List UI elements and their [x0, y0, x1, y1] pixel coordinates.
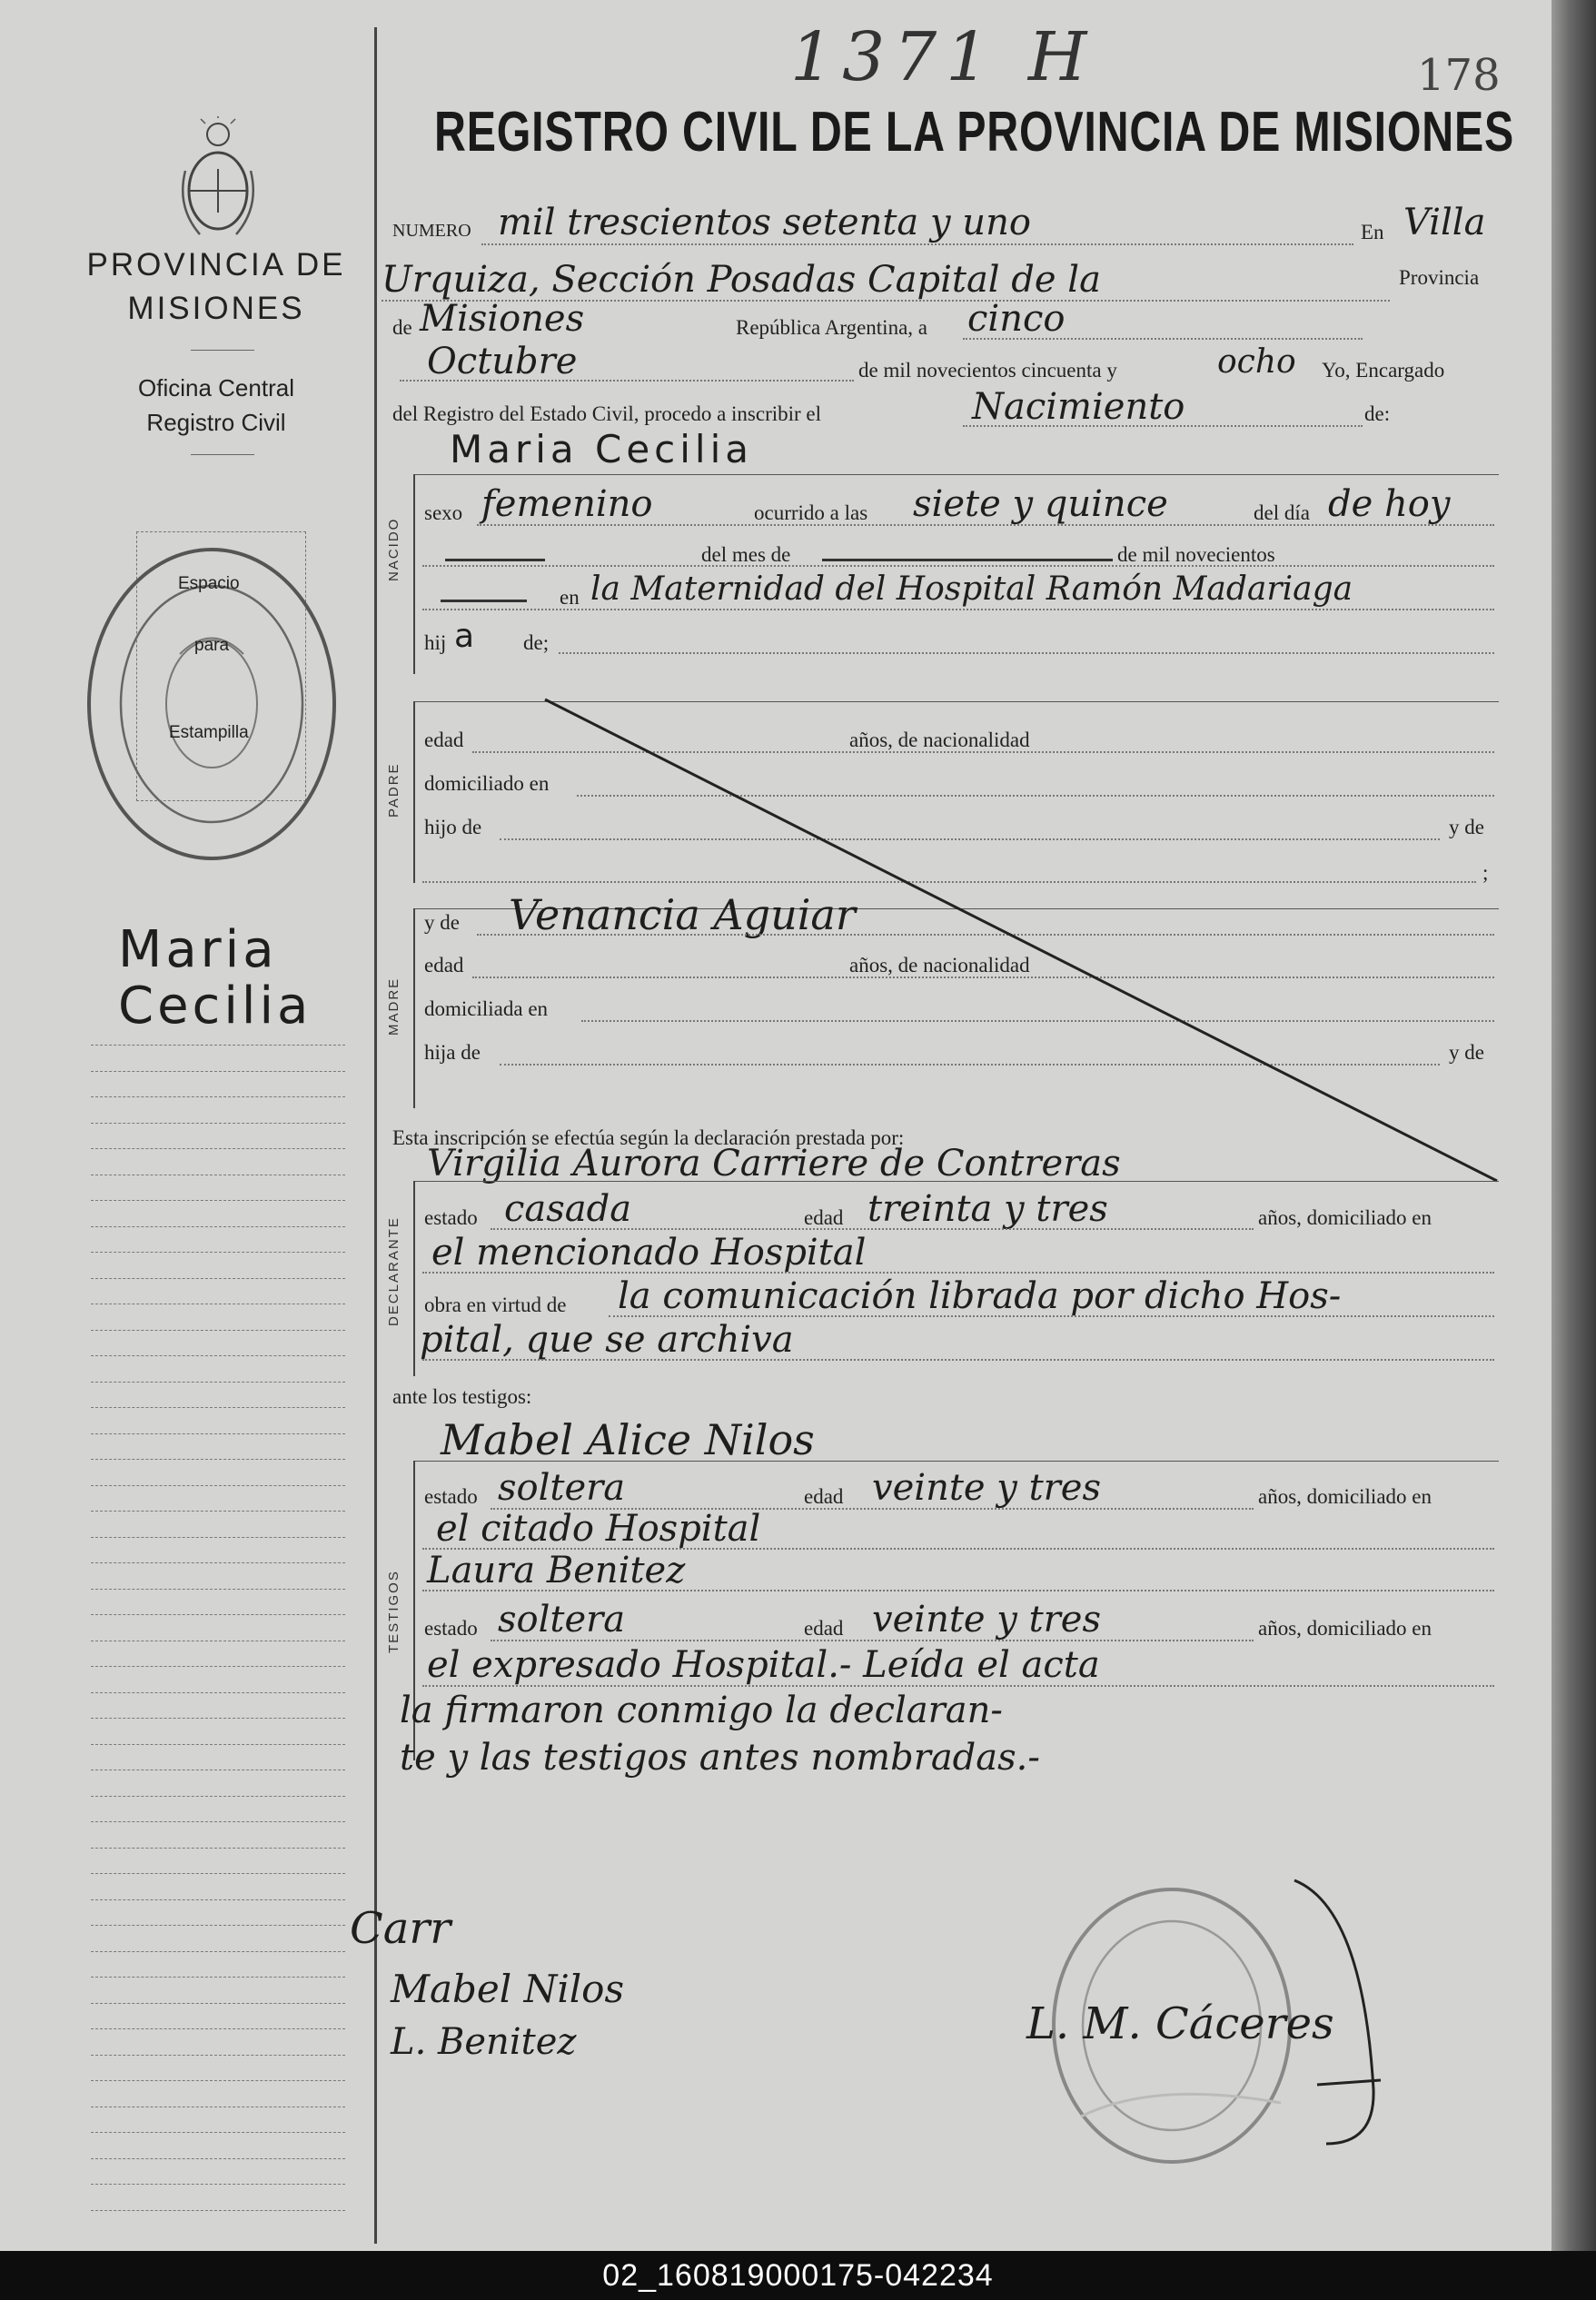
signature-officer: L. M. Cáceres — [1026, 1998, 1334, 2049]
entry-lugar-nac: la Maternidad del Hospital Ramón Madariaga — [590, 570, 1353, 608]
label-sexo: sexo — [424, 501, 463, 524]
label-obra: obra en virtud de — [424, 1294, 567, 1316]
entry-anio: ocho — [1217, 343, 1296, 381]
entry-closing2: la firmaron conmigo la declaran- — [400, 1690, 1003, 1731]
entry-dia: cinco — [967, 298, 1066, 340]
entry-closing1: el expresado Hospital.- Leída el acta — [427, 1644, 1100, 1686]
section-bracket — [413, 1181, 415, 1376]
province-name: PROVINCIA DE MISIONES — [86, 247, 346, 326]
entry-hora: siete y quince — [913, 483, 1168, 525]
section-label-madre: MADRE — [386, 977, 401, 1036]
label-edad: edad — [424, 729, 464, 751]
entry-t2-estado: soltera — [498, 1599, 626, 1641]
fill-line — [422, 1685, 1494, 1687]
label-de-mil: de mil novecientos cincuenta y — [858, 359, 1117, 382]
form-line — [413, 1181, 1499, 1182]
label-anos-dom-t1: años, domiciliado en — [1258, 1485, 1432, 1508]
label-y-de-madre: y de — [424, 911, 460, 934]
label-hijo-de: hijo de — [424, 816, 482, 838]
entry-testigo1: Mabel Alice Nilos — [441, 1415, 815, 1464]
fill-line — [609, 1315, 1494, 1317]
entry-closing3: te y las testigos antes nombradas.- — [400, 1737, 1040, 1779]
label-edad-t2: edad — [804, 1617, 844, 1640]
entry-mes: Octubre — [427, 341, 578, 382]
entry-madre: Venancia Aguiar — [509, 890, 856, 939]
signature-testigo1: Mabel Nilos — [391, 1967, 625, 2011]
label-anos-dom: años, domiciliado en — [1258, 1206, 1432, 1229]
entry-declarante: Virgilia Aurora Carriere de Contreras — [427, 1143, 1121, 1185]
section-label-nacido: NACIDO — [386, 517, 401, 581]
entry-sexo: femenino — [481, 483, 653, 525]
label-del-registro: del Registro del Estado Civil, procedo a inscribir el — [392, 402, 822, 425]
label-en-lower: en — [560, 586, 580, 609]
folio-number: 178 — [1417, 50, 1501, 101]
label-provincia: Provincia — [1399, 266, 1480, 289]
entry-numero: mil trescientos setenta y uno — [498, 202, 1031, 243]
label-anos-nac: años, de nacionalidad — [849, 729, 1030, 751]
signature-declarante: Carr — [350, 1903, 451, 1954]
label-semicolon: ; — [1482, 861, 1489, 884]
fill-line — [422, 1590, 1494, 1591]
fill-line — [491, 1640, 1254, 1641]
document-title: REGISTRO CIVIL DE LA PROVINCIA DE MISIONES — [434, 101, 1515, 164]
fill-line — [422, 1359, 1494, 1361]
label-estado-t1: estado — [424, 1485, 478, 1508]
label-ocurrido: ocurrido a las — [754, 501, 868, 524]
label-anos-nac-madre: años, de nacionalidad — [849, 954, 1030, 977]
entry-declarante-edad: treinta y tres — [867, 1188, 1108, 1230]
label-de-semi: de; — [523, 631, 550, 654]
label-ante-testigos: ante los testigos: — [392, 1385, 532, 1408]
label-anos-dom-t2: años, domiciliado en — [1258, 1617, 1432, 1640]
image-id-caption: 02_160819000175-042234 — [0, 2251, 1596, 2300]
label-del-dia: del día — [1254, 501, 1310, 524]
section-label-testigos: TESTIGOS — [386, 1570, 401, 1653]
label-edad-decl: edad — [804, 1206, 844, 1229]
label-edad-madre: edad — [424, 954, 464, 977]
label-en: En — [1361, 221, 1384, 243]
entry-t1-edad: veinte y tres — [872, 1467, 1101, 1509]
entry-declarante-dom: el mencionado Hospital — [431, 1232, 867, 1274]
entry-nombre: Maria Cecilia — [450, 427, 754, 471]
entry-lugar: Urquiza, Sección Posadas Capital de la — [382, 259, 1101, 301]
entry-hija-letter: a — [454, 618, 475, 655]
label-y-de: y de — [1449, 816, 1484, 838]
section-label-declarante: DECLARANTE — [386, 1216, 401, 1326]
label-esta-inscripcion: Esta inscripción se efectúa según la declaración prestada por: — [392, 1126, 905, 1149]
label-domiciliado: domiciliado en — [424, 772, 550, 795]
label-edad-t1: edad — [804, 1485, 844, 1508]
label-yo-encargado: Yo, Encargado — [1322, 359, 1445, 382]
entry-t2-edad: veinte y tres — [872, 1599, 1101, 1641]
entry-en: Villa — [1403, 202, 1486, 243]
label-estado-t2: estado — [424, 1617, 478, 1640]
label-estado: estado — [424, 1206, 478, 1229]
fill-line — [491, 1228, 1254, 1230]
entry-del-dia: de hoy — [1328, 483, 1451, 525]
label-de-mil-nov: de mil novecientos — [1117, 543, 1275, 566]
stamp-space-label: para — [194, 636, 230, 655]
entry-obra: la comunicación librada por dicho Hos- — [618, 1275, 1342, 1317]
entry-t1-dom: el citado Hospital — [436, 1508, 761, 1550]
label-domiciliada: domiciliada en — [424, 997, 549, 1020]
office-name: Oficina Central Registro Civil — [138, 374, 294, 436]
fill-line — [422, 1272, 1494, 1274]
record-number-handwritten: 1371 H — [790, 18, 1096, 96]
label-hija-de: hija de — [424, 1041, 481, 1064]
signature-testigo2: L. Benitez — [391, 2021, 577, 2063]
stamp-space-label: Espacio — [178, 574, 240, 593]
label-del-mes: del mes de — [701, 543, 791, 566]
section-label-padre: PADRE — [386, 762, 401, 818]
entry-t1-estado: soltera — [498, 1467, 626, 1509]
entry-declarante-estado: casada — [504, 1188, 632, 1230]
entry-provincia: Misiones — [420, 298, 585, 340]
entry-testigo2: Laura Benitez — [427, 1550, 686, 1591]
label-hij: hij — [424, 631, 447, 654]
label-republica: República Argentina, a — [736, 316, 927, 339]
label-de-colon: de: — [1364, 402, 1391, 425]
stamp-space-label: Estampilla — [169, 723, 249, 742]
margin-name-note: Maria Cecilia — [118, 920, 312, 1036]
entry-acto: Nacimiento — [972, 386, 1185, 428]
form-line — [413, 1461, 1499, 1462]
label-de: de — [392, 316, 412, 339]
entry-obra2: pital, que se archiva — [420, 1319, 794, 1361]
label-numero: NUMERO — [392, 221, 471, 241]
label-y-de-end: y de — [1449, 1041, 1484, 1064]
